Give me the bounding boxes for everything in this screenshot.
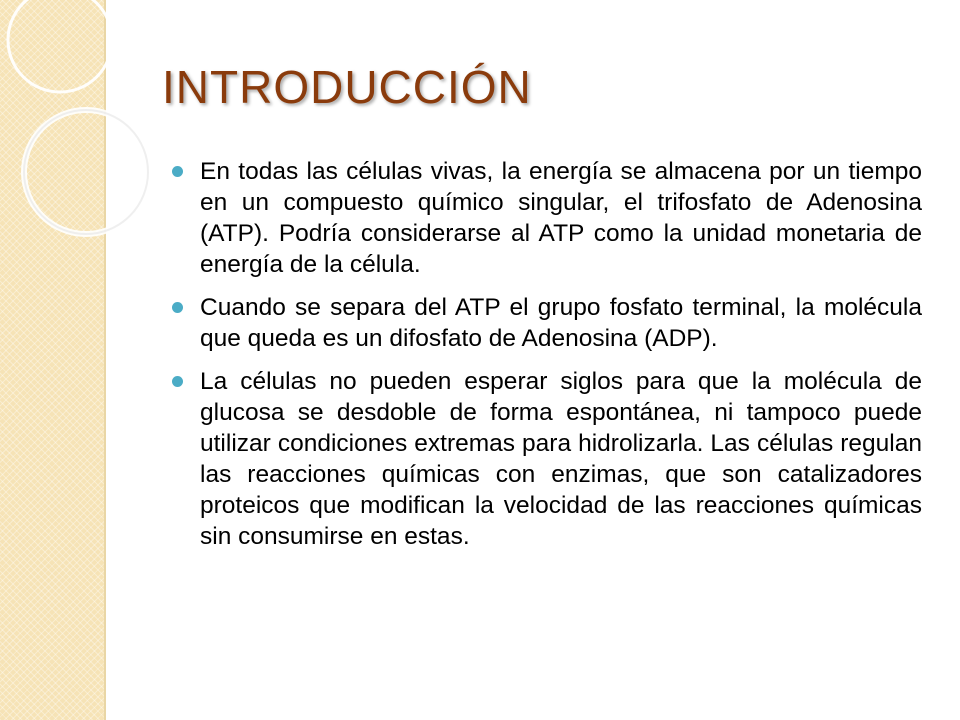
bullet-item <box>170 366 922 552</box>
slide-title: INTRODUCCIÓN <box>162 61 532 113</box>
bullet-dot-icon <box>172 302 183 313</box>
bullet-text: Cuando se separa del ATP el grupo fosfato terminal, la molécula que queda es un difosfato de Adenosina (ADP). <box>200 294 922 352</box>
slide-content <box>170 156 922 564</box>
bullet-dot-icon <box>172 166 183 177</box>
bullet-list <box>170 156 922 552</box>
bullet-dot-icon <box>172 376 183 387</box>
bullet-text: En todas las células vivas, la energía se almacena por un tiempo en un compuesto químico singular, el trifosfato de Adenosina (ATP). Podría considerarse al ATP como la unidad monetaria de energía de la célula. <box>200 158 922 278</box>
bullet-item <box>170 292 922 354</box>
bullet-text: La células no pueden esperar siglos para que la molécula de glucosa se desdoble de forma espontánea, ni tampoco puede utilizar condiciones extremas para hidrolizarla. Las células regulan las reacciones químicas con enzimas, que son catalizadores proteicos que modifican la velocidad de las reacciones químicas sin consumirse en estas. <box>200 368 922 550</box>
bullet-item <box>170 156 922 280</box>
